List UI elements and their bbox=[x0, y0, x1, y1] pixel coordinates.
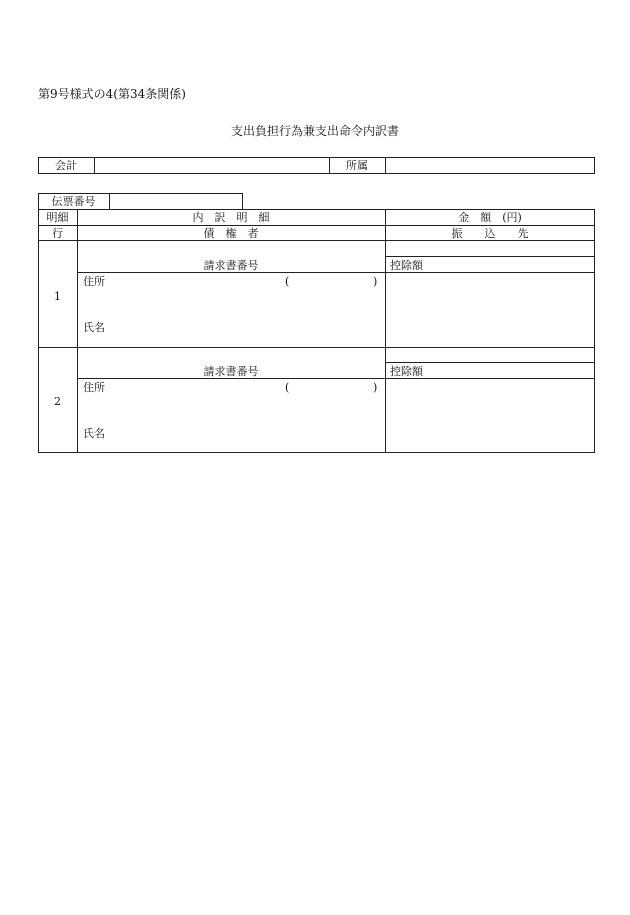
header-divider bbox=[385, 157, 386, 174]
name-label: 氏名 bbox=[83, 321, 105, 334]
row1-amount-divider bbox=[385, 256, 595, 257]
detail-table bbox=[38, 209, 595, 453]
deduction-label: 控除額 bbox=[390, 365, 423, 378]
paren-open: ( bbox=[285, 381, 290, 394]
amount-header: 金 額 (円) bbox=[458, 211, 522, 224]
deduction-label: 控除額 bbox=[390, 259, 423, 272]
row-number: 2 bbox=[54, 395, 61, 408]
transfer-header: 振 込 先 bbox=[451, 227, 529, 240]
invoice-number-label: 請求書番号 bbox=[203, 259, 259, 272]
row-number-header-bottom: 行 bbox=[52, 227, 63, 240]
row-separator bbox=[38, 347, 595, 348]
details-header: 内 訳 明 細 bbox=[192, 211, 270, 224]
department-label: 所属 bbox=[346, 159, 368, 172]
row2-amount-divider bbox=[385, 362, 595, 363]
row2-divider bbox=[77, 378, 595, 379]
table-header-divider bbox=[38, 240, 595, 241]
row-number-header-top: 明細 bbox=[46, 211, 69, 224]
address-label: 住所 bbox=[83, 381, 105, 394]
paren-open: ( bbox=[285, 275, 290, 288]
header-row bbox=[38, 157, 595, 174]
address-label: 住所 bbox=[83, 275, 105, 288]
creditor-header: 債 権 者 bbox=[203, 227, 259, 240]
name-label: 氏名 bbox=[83, 427, 105, 440]
account-label: 会計 bbox=[55, 159, 77, 172]
header-divider bbox=[94, 157, 95, 174]
document-title: 支出負担行為兼支出命令内訳書 bbox=[230, 124, 399, 138]
row1-divider bbox=[77, 272, 595, 273]
table-col-divider bbox=[385, 209, 386, 453]
form-number: 第9号様式の4(第34条関係) bbox=[38, 87, 186, 101]
voucher-divider bbox=[109, 193, 110, 210]
paren-close: ) bbox=[373, 381, 378, 394]
voucher-label: 伝票番号 bbox=[51, 195, 96, 208]
table-col-divider bbox=[77, 209, 78, 453]
paren-close: ) bbox=[373, 275, 378, 288]
invoice-number-label: 請求書番号 bbox=[203, 365, 259, 378]
table-header-divider bbox=[38, 225, 595, 226]
row-number: 1 bbox=[54, 290, 61, 303]
